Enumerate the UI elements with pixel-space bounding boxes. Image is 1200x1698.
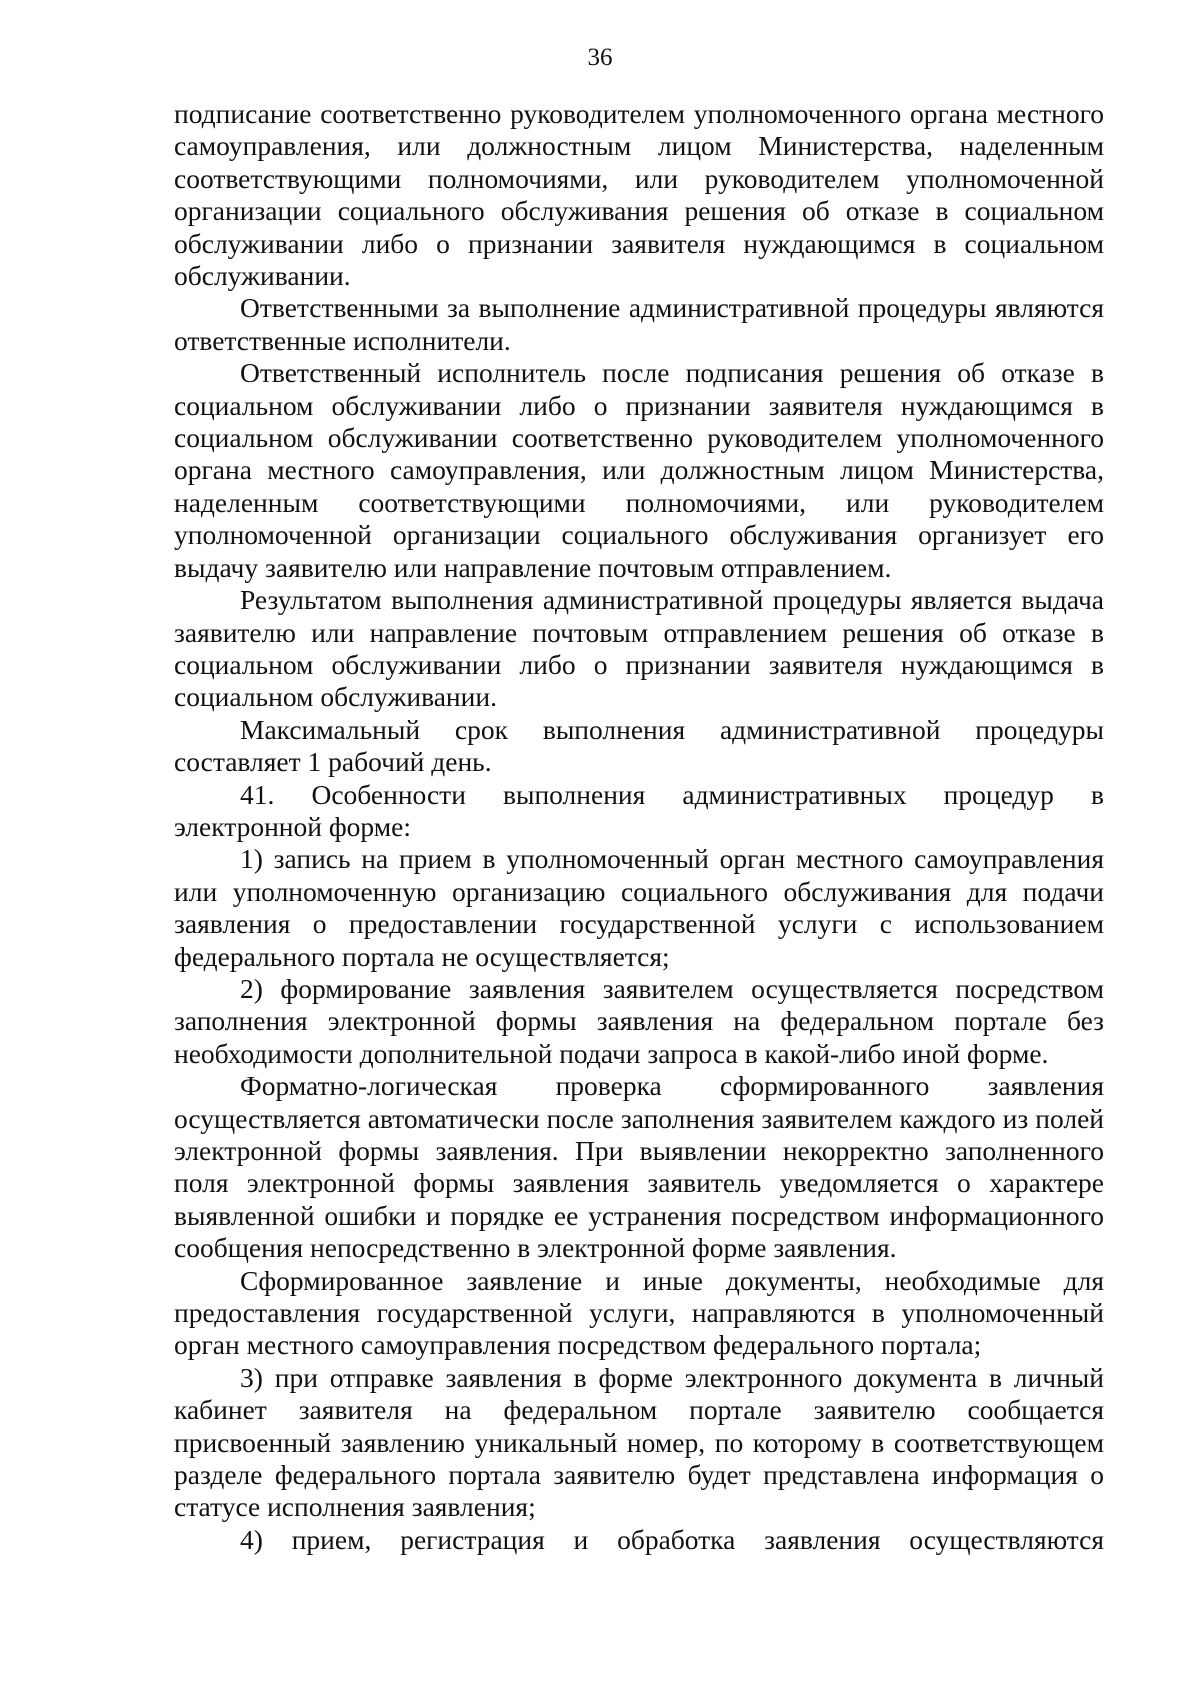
paragraph: Форматно-логическая проверка сформированного заявления осуществляется автоматически после заполнения заявителем каждого из полей электронной формы заявления. При выявлении некорректно заполненного поля электронной формы заявления заявитель уведомляется о характере выявленной ошибки и порядке ее устранения посредством информационного сообщения непосредственно в электронной форме заявления. [174, 1070, 1104, 1264]
paragraph: Результатом выполнения административной процедуры является выдача заявителю или направление почтовым отправлением решения об отказе в социальном обслуживании либо о признании заявителя нуждающимся в социальном обслуживании. [174, 584, 1104, 713]
paragraph: 4) прием, регистрация и обработка заявления осуществляются [240, 1523, 1104, 1555]
paragraph: подписание соответственно руководителем уполномоченного органа местного самоуправления, или должностным лицом Министерства, наделенным соответствующими полномочиями, или руководителем уполномоченной организации социального обслуживания решения об отказе в социальном обслуживании либо о признании заявителя нуждающимся в социальном обслуживании. [174, 98, 1104, 292]
paragraph: Сформированное заявление и иные документы, необходимые для предоставления государственной услуги, направляются в уполномоченный орган местного самоуправления посредством федерального портала; [174, 1264, 1104, 1361]
paragraph: 41. Особенности выполнения административных процедур в электронной форме: [174, 778, 1104, 842]
paragraph: 2) формирование заявления заявителем осуществляется посредством заполнения электронной формы заявления на федеральном портале без необходимости дополнительной подачи запроса в какой-либо иной форме. [174, 972, 1104, 1069]
paragraph: Ответственными за выполнение административной процедуры являются ответственные исполнители. [174, 292, 1104, 356]
paragraph: 1) запись на прием в уполномоченный орган местного самоуправления или уполномоченную организацию социального обслуживания для подачи заявления о предоставлении государственной услуги с использованием федерального портала не осуществляется; [174, 843, 1104, 972]
paragraph: Ответственный исполнитель после подписания решения об отказе в социальном обслуживании либо о признании заявителя нуждающимся в социальном обслуживании соответственно руководителем уполномоченного органа местного самоуправления, или должностным лицом Министерства, наделенным соответствующими полномочиями, или руководителем уполномоченной организации социального обслуживания организует его выдачу заявителю или направление почтовым отправлением. [174, 357, 1104, 583]
paragraph: 3) при отправке заявления в форме электронного документа в личный кабинет заявителя на федеральном портале заявителю сообщается присвоенный заявлению уникальный номер, по которому в соответствующем разделе федерального портала заявителю будет представлена информация о статусе исполнения заявления; [174, 1361, 1104, 1523]
document-body [174, 98, 1104, 1556]
page-number: 36 [587, 44, 613, 71]
paragraph: Максимальный срок выполнения административной процедуры составляет 1 рабочий день. [174, 713, 1104, 778]
